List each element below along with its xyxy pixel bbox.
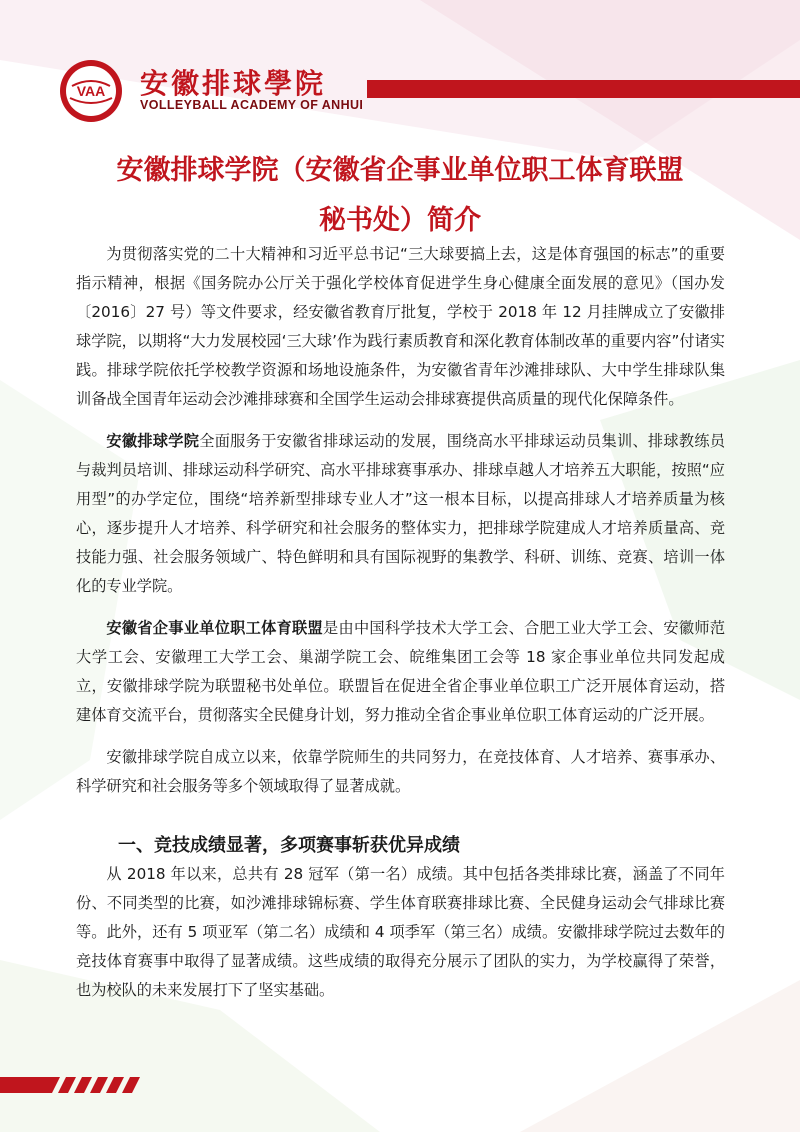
academy-logo-icon	[58, 58, 124, 124]
paragraph-achievements: 安徽排球学院自成立以来，依靠学院师生的共同努力，在竞技体育、人才培养、赛事承办、科学研究和社会服务等多个领域取得了显著成就。	[76, 748, 725, 795]
section-heading-1: 一、竞技成绩显著，多项赛事斩获优异成绩	[118, 835, 460, 856]
paragraph-academy	[76, 427, 725, 601]
alliance-description: 是由中国科学技术大学工会、合肥工业大学工会、安徽师范大学工会、安徽理工大学工会、巢湖学院工会、皖维集团工会等 18 家企事业单位共同发起成立，安徽排球学院为联盟秘书处单位。联盟旨在促进全省企事业单位职工广泛开展体育运动，搭建体育交流平台，贯彻落实全民健身计划，努力推动全省企事业单位职工体育运动的广泛开展。	[76, 619, 726, 724]
page-header	[0, 0, 800, 130]
paragraph-competition: 从 2018 年以来，总共有 28 冠军（第一名）成绩。其中包括各类排球比赛，涵盖了不同年份、不同类型的比赛，如沙滩排球锦标赛、学生体育联赛排球比赛、全民健身运动会气排球比赛等。此外，还有 5 项亚军（第二名）成绩和 4 项季军（第三名）成绩。安徽排球学院过去数年的竞技体育赛事中取得了显著成绩。这些成绩的取得充分展示了团队的实力，为学校赢得了荣誉，也为校队的未来发展打下了坚实基础。	[76, 865, 725, 999]
footer-stripes-decoration	[0, 1075, 140, 1095]
page-title-line2: 秘书处）简介	[319, 205, 481, 236]
logo-name-cn: 安徽排球學院	[140, 67, 327, 100]
academy-name-bold: 安徽排球学院	[106, 432, 200, 450]
paragraph-intro: 为贯彻落实党的二十大精神和习近平总书记“三大球要搞上去，这是体育强国的标志”的重要指示精神，根据《国务院办公厅关于强化学校体育促进学生身心健康全面发展的意见》（国办发〔2016〕27 号）等文件要求，经安徽省教育厅批复，学校于 2018 年 12 月挂牌成立了安徽排球学院，以期将“大力发展校园‘三大球’作为践行素质教育和深化教育体制改革的重要内容”付诸实践。排球学院依托学校教学资源和场地设施条件，为安徽省青年沙滩排球队、大中学生排球队集训备战全国青年运动会沙滩排球赛和全国学生运动会排球赛提供高质量的现代化保障条件。	[76, 245, 725, 408]
paragraph-alliance	[76, 614, 725, 730]
logo-name-en: VOLLEYBALL ACADEMY OF ANHUI	[140, 98, 364, 112]
academy-description: 全面服务于安徽省排球运动的发展，围绕高水平排球运动员集训、排球教练员与裁判员培训、排球运动科学研究、高水平排球赛事承办、排球卓越人才培养五大职能，按照“应用型”的办学定位，围绕“培养新型排球专业人才”这一根本目标，以提高排球人才培养质量为核心，逐步提升人才培养、科学研究和社会服务的整体实力，把排球学院建成人才培养质量高、竞技能力强、社会服务领域广、特色鲜明和具有国际视野的集教学、科研、训练、竞赛、培训一体化的专业学院。	[76, 432, 726, 595]
alliance-name-bold: 安徽省企事业单位职工体育联盟	[106, 619, 324, 637]
article-body	[76, 240, 725, 1005]
page-title-line1: 安徽排球学院（安徽省企事业单位职工体育联盟	[116, 155, 684, 186]
header-red-bar	[367, 80, 800, 98]
logo-badge-letters: VAA	[76, 83, 106, 99]
